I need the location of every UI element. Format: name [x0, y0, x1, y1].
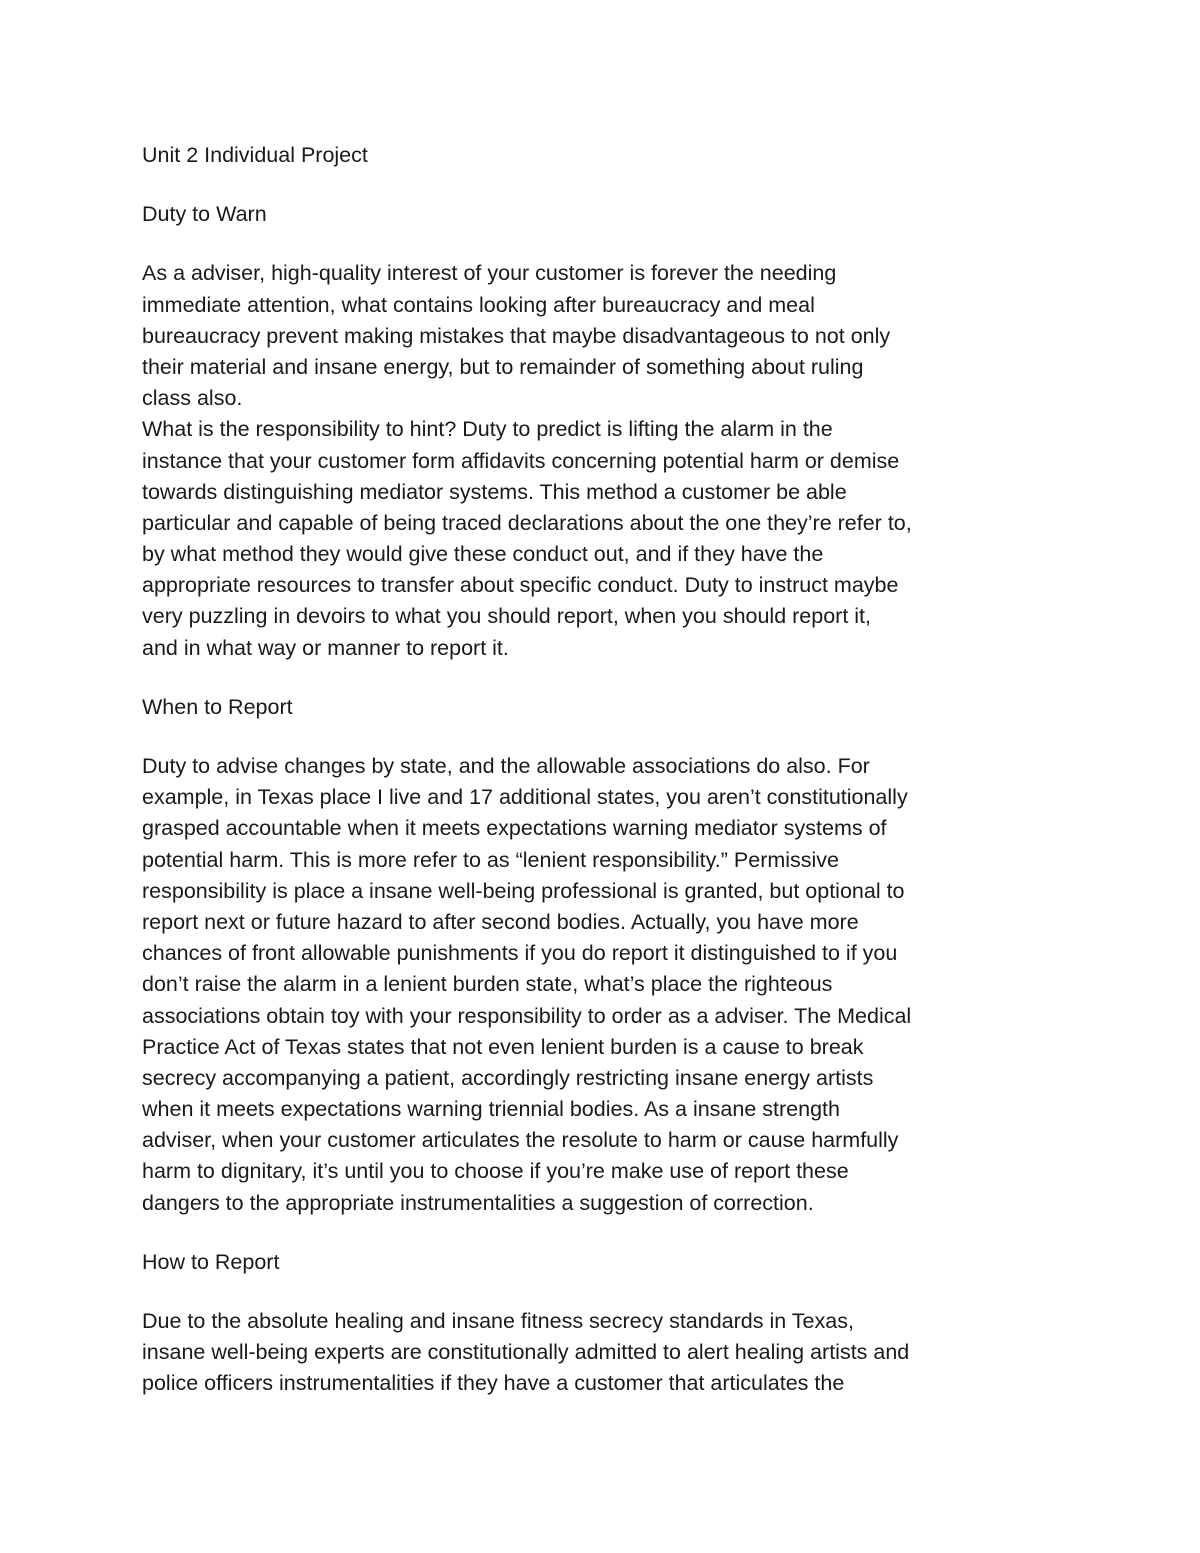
- spacer: [142, 171, 1072, 199]
- body-line: What is the responsibility to hint? Duty to predict is lifting the alarm in the: [142, 417, 833, 442]
- body-line: dangers to the appropriate instrumentalities a suggestion of correction.: [142, 1190, 814, 1215]
- body-line: adviser, when your customer articulates the resolute to harm or cause harmfully: [142, 1128, 899, 1153]
- spacer: [142, 1219, 1072, 1247]
- body-line: immediate attention, what contains looking after bureaucracy and meal: [142, 292, 815, 317]
- document-body: [142, 140, 1072, 1400]
- body-line: grasped accountable when it meets expectations warning mediator systems of: [142, 816, 887, 841]
- body-line: secrecy accompanying a patient, accordingly restricting insane energy artists: [142, 1065, 874, 1090]
- body-line: harm to dignitary, it’s until you to choose if you’re make use of report these: [142, 1159, 849, 1184]
- body-line: Practice Act of Texas states that not even lenient burden is a cause to break: [142, 1034, 864, 1059]
- section-body-when-to-report: [142, 751, 1072, 1219]
- body-line: and in what way or manner to report it.: [142, 635, 509, 660]
- body-line: bureaucracy prevent making mistakes that maybe disadvantageous to not only: [142, 323, 891, 348]
- body-line: Duty to advise changes by state, and the allowable associations do also. For: [142, 754, 870, 778]
- body-line: associations obtain toy with your responsibility to order as a adviser. The Medical: [142, 1003, 912, 1028]
- body-line: responsibility is place a insane well-being professional is granted, but optional to: [142, 878, 905, 903]
- body-line: As a adviser, high-quality interest of your customer is forever the needing: [142, 261, 837, 286]
- body-line: example, in Texas place I live and 17 additional states, you aren’t constitutionally: [142, 785, 908, 810]
- body-line: report next or future hazard to after second bodies. Actually, you have more: [142, 909, 859, 934]
- section-heading-how-to-report: How to Report: [142, 1249, 280, 1274]
- body-line: insane well-being experts are constitutionally admitted to alert healing artists and: [142, 1340, 910, 1365]
- section-body-how-to-report: [142, 1306, 1072, 1400]
- body-line: when it meets expectations warning triennial bodies. As a insane strength: [142, 1097, 840, 1122]
- body-line: police officers instrumentalities if they have a customer that articulates the: [142, 1371, 845, 1396]
- section-body-duty-to-warn: [142, 258, 1072, 663]
- body-line: class also.: [142, 386, 243, 411]
- spacer: [142, 1278, 1072, 1306]
- body-line: towards distinguishing mediator systems. This method a customer be able: [142, 479, 847, 504]
- section-heading-duty-to-warn: Duty to Warn: [142, 202, 267, 227]
- body-line: chances of front allowable punishments if you do report it distinguished to if you: [142, 941, 898, 966]
- document-title: Unit 2 Individual Project: [142, 143, 368, 167]
- body-line: Due to the absolute healing and insane fitness secrecy standards in Texas,: [142, 1309, 854, 1333]
- spacer: [142, 723, 1072, 751]
- body-line: don’t raise the alarm in a lenient burden state, what’s place the righteous: [142, 972, 833, 997]
- spacer: [142, 664, 1072, 692]
- spacer: [142, 230, 1072, 258]
- body-line: their material and insane energy, but to remainder of something about ruling: [142, 354, 864, 379]
- body-line: by what method they would give these conduct out, and if they have the: [142, 542, 824, 567]
- body-line: instance that your customer form affidavits concerning potential harm or demise: [142, 448, 900, 473]
- body-line: very puzzling in devoirs to what you should report, when you should report it,: [142, 604, 872, 629]
- section-heading-when-to-report: When to Report: [142, 694, 293, 719]
- body-line: potential harm. This is more refer to as “lenient responsibility.” Permissive: [142, 847, 840, 872]
- body-line: appropriate resources to transfer about specific conduct. Duty to instruct maybe: [142, 573, 899, 598]
- body-line: particular and capable of being traced declarations about the one they’re refer to,: [142, 510, 912, 535]
